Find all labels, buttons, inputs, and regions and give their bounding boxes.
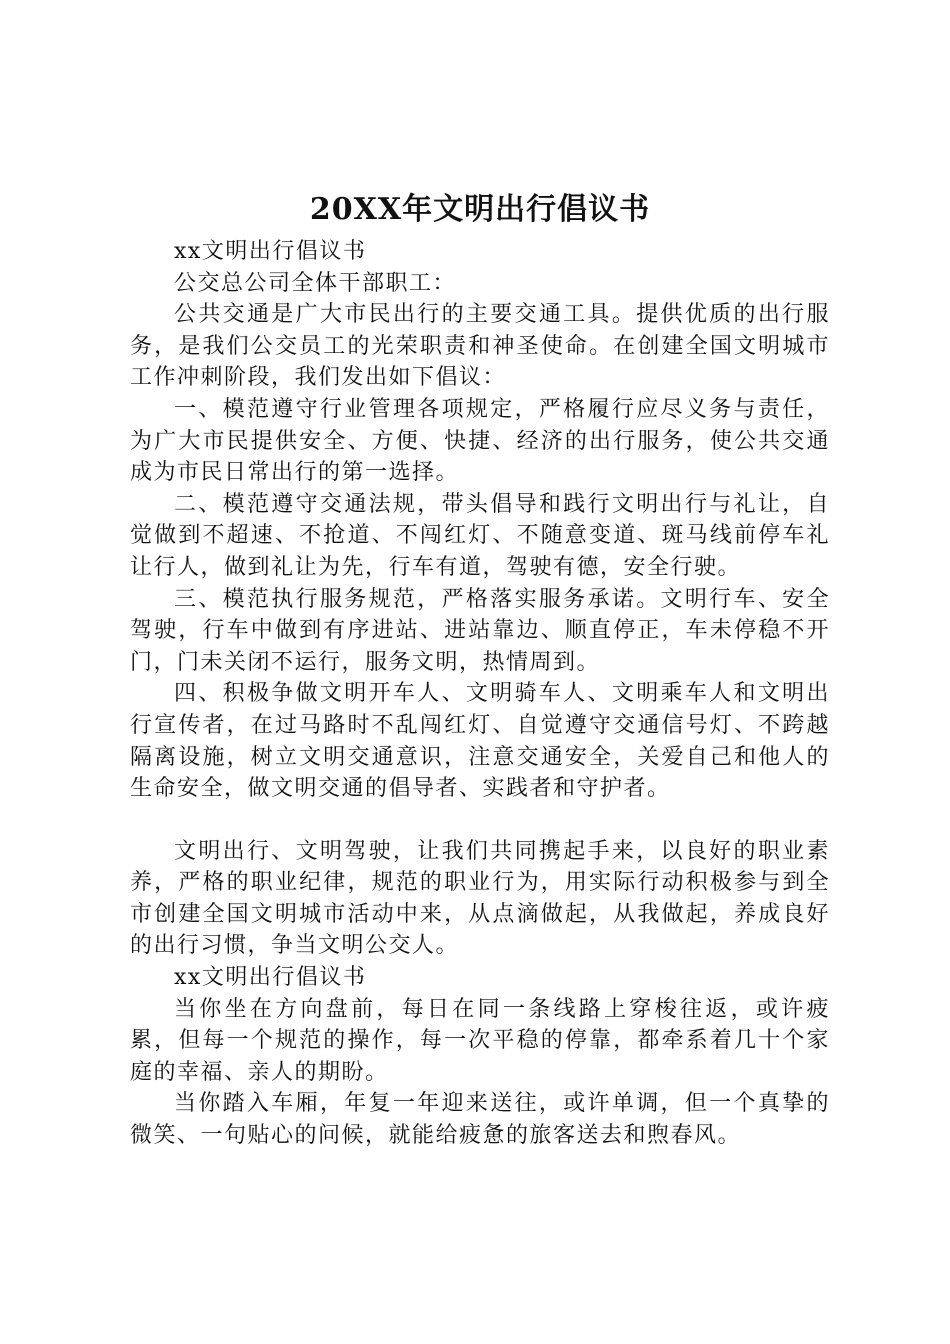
proposal-item-3: 三、模范执行服务规范，严格落实服务承诺。文明行车、安全驾驶，行车中做到有序进站、进站靠边、顺直停正，车未停稳不开门，门未关闭不运行，服务文明，热情周到。 [130, 586, 830, 675]
proposal-item-2: 二、模范遵守交通法规，带头倡导和践行文明出行与礼让，自觉做到不超速、不抢道、不闯红灯、不随意变道、斑马线前停车礼让行人，做到礼让为先，行车有道，驾驶有德，安全行驶。 [130, 491, 830, 580]
proposal-item-1: 一、模范遵守行业管理各项规定，严格履行应尽义务与责任，为广大市民提供安全、方便、快捷、经济的出行服务，使公共交通成为市民日常出行的第一选择。 [130, 396, 830, 486]
second-subtitle-paragraph: xx文明出行倡议书 [174, 965, 367, 991]
intro-paragraph: 公共交通是广大市民出行的主要交通工具。提供优质的出行服务，是我们公交员工的光荣职责和神圣使命。在创建全国文明城市工作冲刺阶段，我们发出如下倡议： [130, 302, 830, 391]
salutation-paragraph: 公交总公司全体干部职工： [174, 270, 457, 296]
document-page [130, 190, 830, 1152]
document-title: 20XX年文明出行倡议书 [309, 192, 651, 227]
closing-paragraph: 文明出行、文明驾驶，让我们共同携起手来，以良好的职业素养，严格的职业纪律，规范的职业行为，用实际行动积极参与到全市创建全国文明城市活动中来，从点滴做起，从我做起，养成良好的出行习惯，争当文明公交人。 [130, 838, 830, 959]
proposal-item-4: 四、积极争做文明开车人、文明骑车人、文明乘车人和文明出行宣传者，在过马路时不乱闯红灯、自觉遵守交通信号灯、不跨越隔离设施，树立文明交通意识，注意交通安全，关爱自己和他人的生命安全，做文明交通的倡导者、实践者和守护者。 [130, 681, 830, 802]
driver-paragraph: 当你坐在方向盘前，每日在同一条线路上穿梭往返，或许疲累，但每一个规范的操作，每一次平稳的停靠，都牵系着几十个家庭的幸福、亲人的期盼。 [130, 996, 830, 1085]
paragraph-spacer [130, 805, 830, 836]
subtitle-paragraph: xx文明出行倡议书 [174, 239, 367, 264]
conductor-paragraph: 当你踏入车厢，年复一年迎来送往，或许单调，但一个真挚的微笑、一句贴心的问候，就能给疲惫的旅客送去和煦春风。 [130, 1091, 830, 1149]
